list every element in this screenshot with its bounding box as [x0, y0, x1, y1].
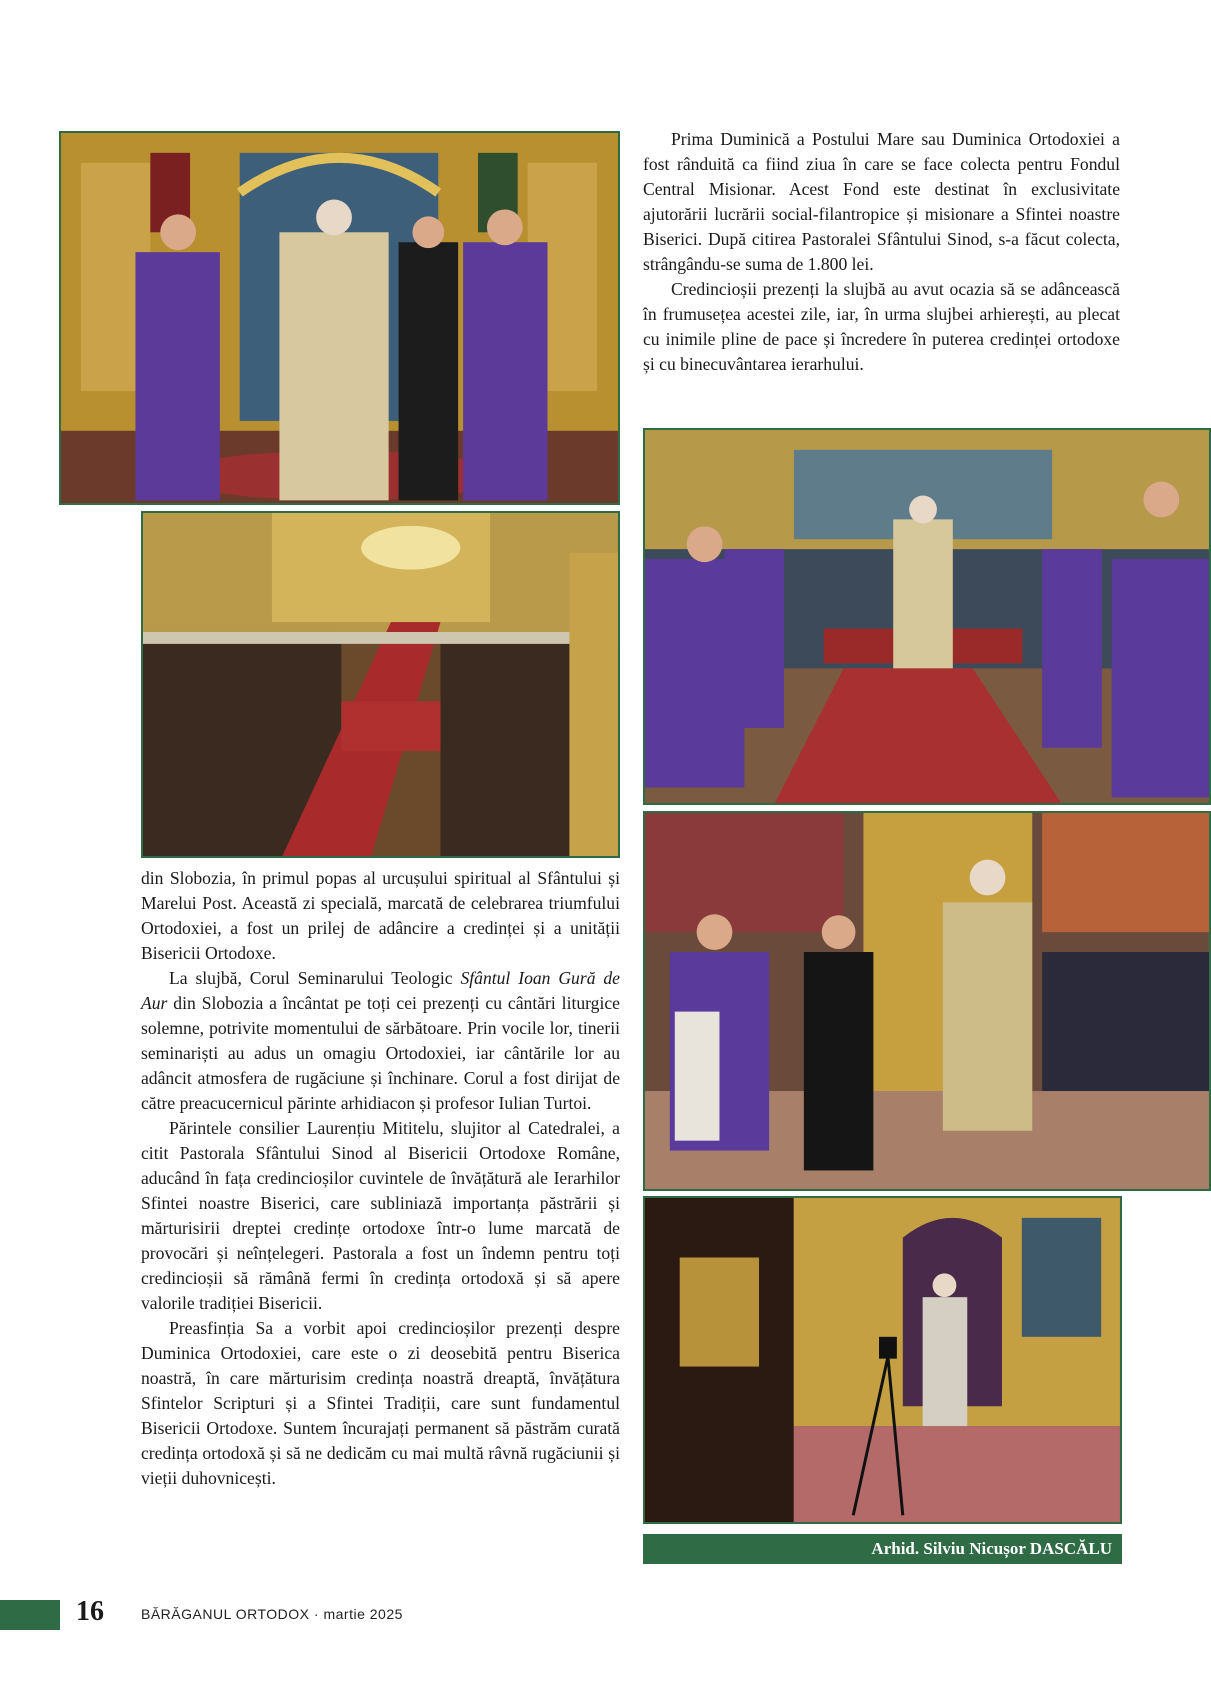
issue-date: · martie 2025 — [309, 1606, 403, 1622]
choir-name: Sfântul Ioan Gură de Aur — [141, 968, 620, 1013]
photo-clergy-group — [59, 131, 620, 505]
paragraph: Prima Duminică a Postului Mare sau Duminica Ortodoxiei a fost rânduită ca fiind ziua în care se face colecta pentru Fondul Central Misionar. Acest Fond este destinat în exclusivitate ajutorării lucrării social-filantropice și misionare a Sfintei noastre Biserici. După citirea Pastoralei Sfântului Sinod, s-a făcut colecta, strângându-se suma de 1.800 lei. — [643, 129, 1120, 274]
page-number: 16 — [76, 1596, 104, 1627]
paragraph: Părintele consilier Laurențiu Mititelu, slujitor al Catedralei, a citit Pastorala Sfântului Sinod al Bisericii Ortodoxe Române, aducând în fața credincioșilor cuvintele de învățătură ale Ierarhilor Sfintei noastre Biserici, care subliniază importanța păstrării și mărturisirii dreptei credințe ortodoxe într-o lume marcată de provocări și neînțelegeri. Pastorala a fost un îndemn pentru toți credincioșii să rămână fermi în credința ortodoxă și să apere valorile tradiției Bisericii. — [141, 1118, 620, 1313]
publication-name: BĂRĂGANUL ORTODOX — [141, 1606, 310, 1622]
photo-cathedral-interior — [141, 511, 620, 858]
photo-bishop-with-clergy — [643, 811, 1211, 1191]
article-text-left — [141, 866, 620, 1491]
photo-bishop-sermon — [643, 1196, 1122, 1524]
photo-credit-caption: Arhid. Silviu Nicușor DASCĂLU — [643, 1534, 1122, 1564]
article-text-right-top — [643, 127, 1120, 377]
paragraph: La slujbă, Corul Seminarului Teologic Sfântul Ioan Gură de Aur din Slobozia a încântat pe toți cei prezenți cu cântări liturgice solemne, potrivite momentului de sărbătoare. Prin vocile lor, tinerii seminariști au adus un omagiu Ortodoxiei, iar cântările lor au adâncit atmosfera de rugăciune și închinare. Corul a fost dirijat de către preacucernicul părinte arhidiacon și profesor Iulian Turtoi. — [141, 968, 620, 1113]
footer-publication — [141, 1606, 403, 1622]
paragraph: Preasfinția Sa a vorbit apoi credincioșilor prezenți despre Duminica Ortodoxiei, care este o zi deosebită pentru Biserica noastră, în care mărturisim credința noastră dreaptă, învățătura Sfintelor Scripturi și a Sfintei Tradiții, care sunt fundamentul Bisericii Ortodoxe. Suntem încurajați permanent să păstrăm curată credința ortodoxă și să ne dedicăm cu mai multă râvnă rugăciunii și vieții duhovnicești. — [141, 1318, 620, 1488]
paragraph: Credincioșii prezenți la slujbă au avut ocazia să se adâncească în frumusețea acestei zile, iar, în urma slujbei arhierești, au plecat cu inimile pline de pace și încredere în puterea credinței ortodoxe și cu binecuvântarea ierarhului. — [643, 279, 1120, 374]
footer-accent-bar — [0, 1600, 60, 1630]
paragraph: din Slobozia, în primul popas al urcușului spiritual al Sfântului și Marelui Post. Această zi specială, marcată de celebrarea triumfului Ortodoxiei, a fost un prilej de adâncire a credinței și a unității Bisericii Ortodoxe. — [141, 868, 620, 963]
photo-clergy-procession — [643, 428, 1211, 805]
